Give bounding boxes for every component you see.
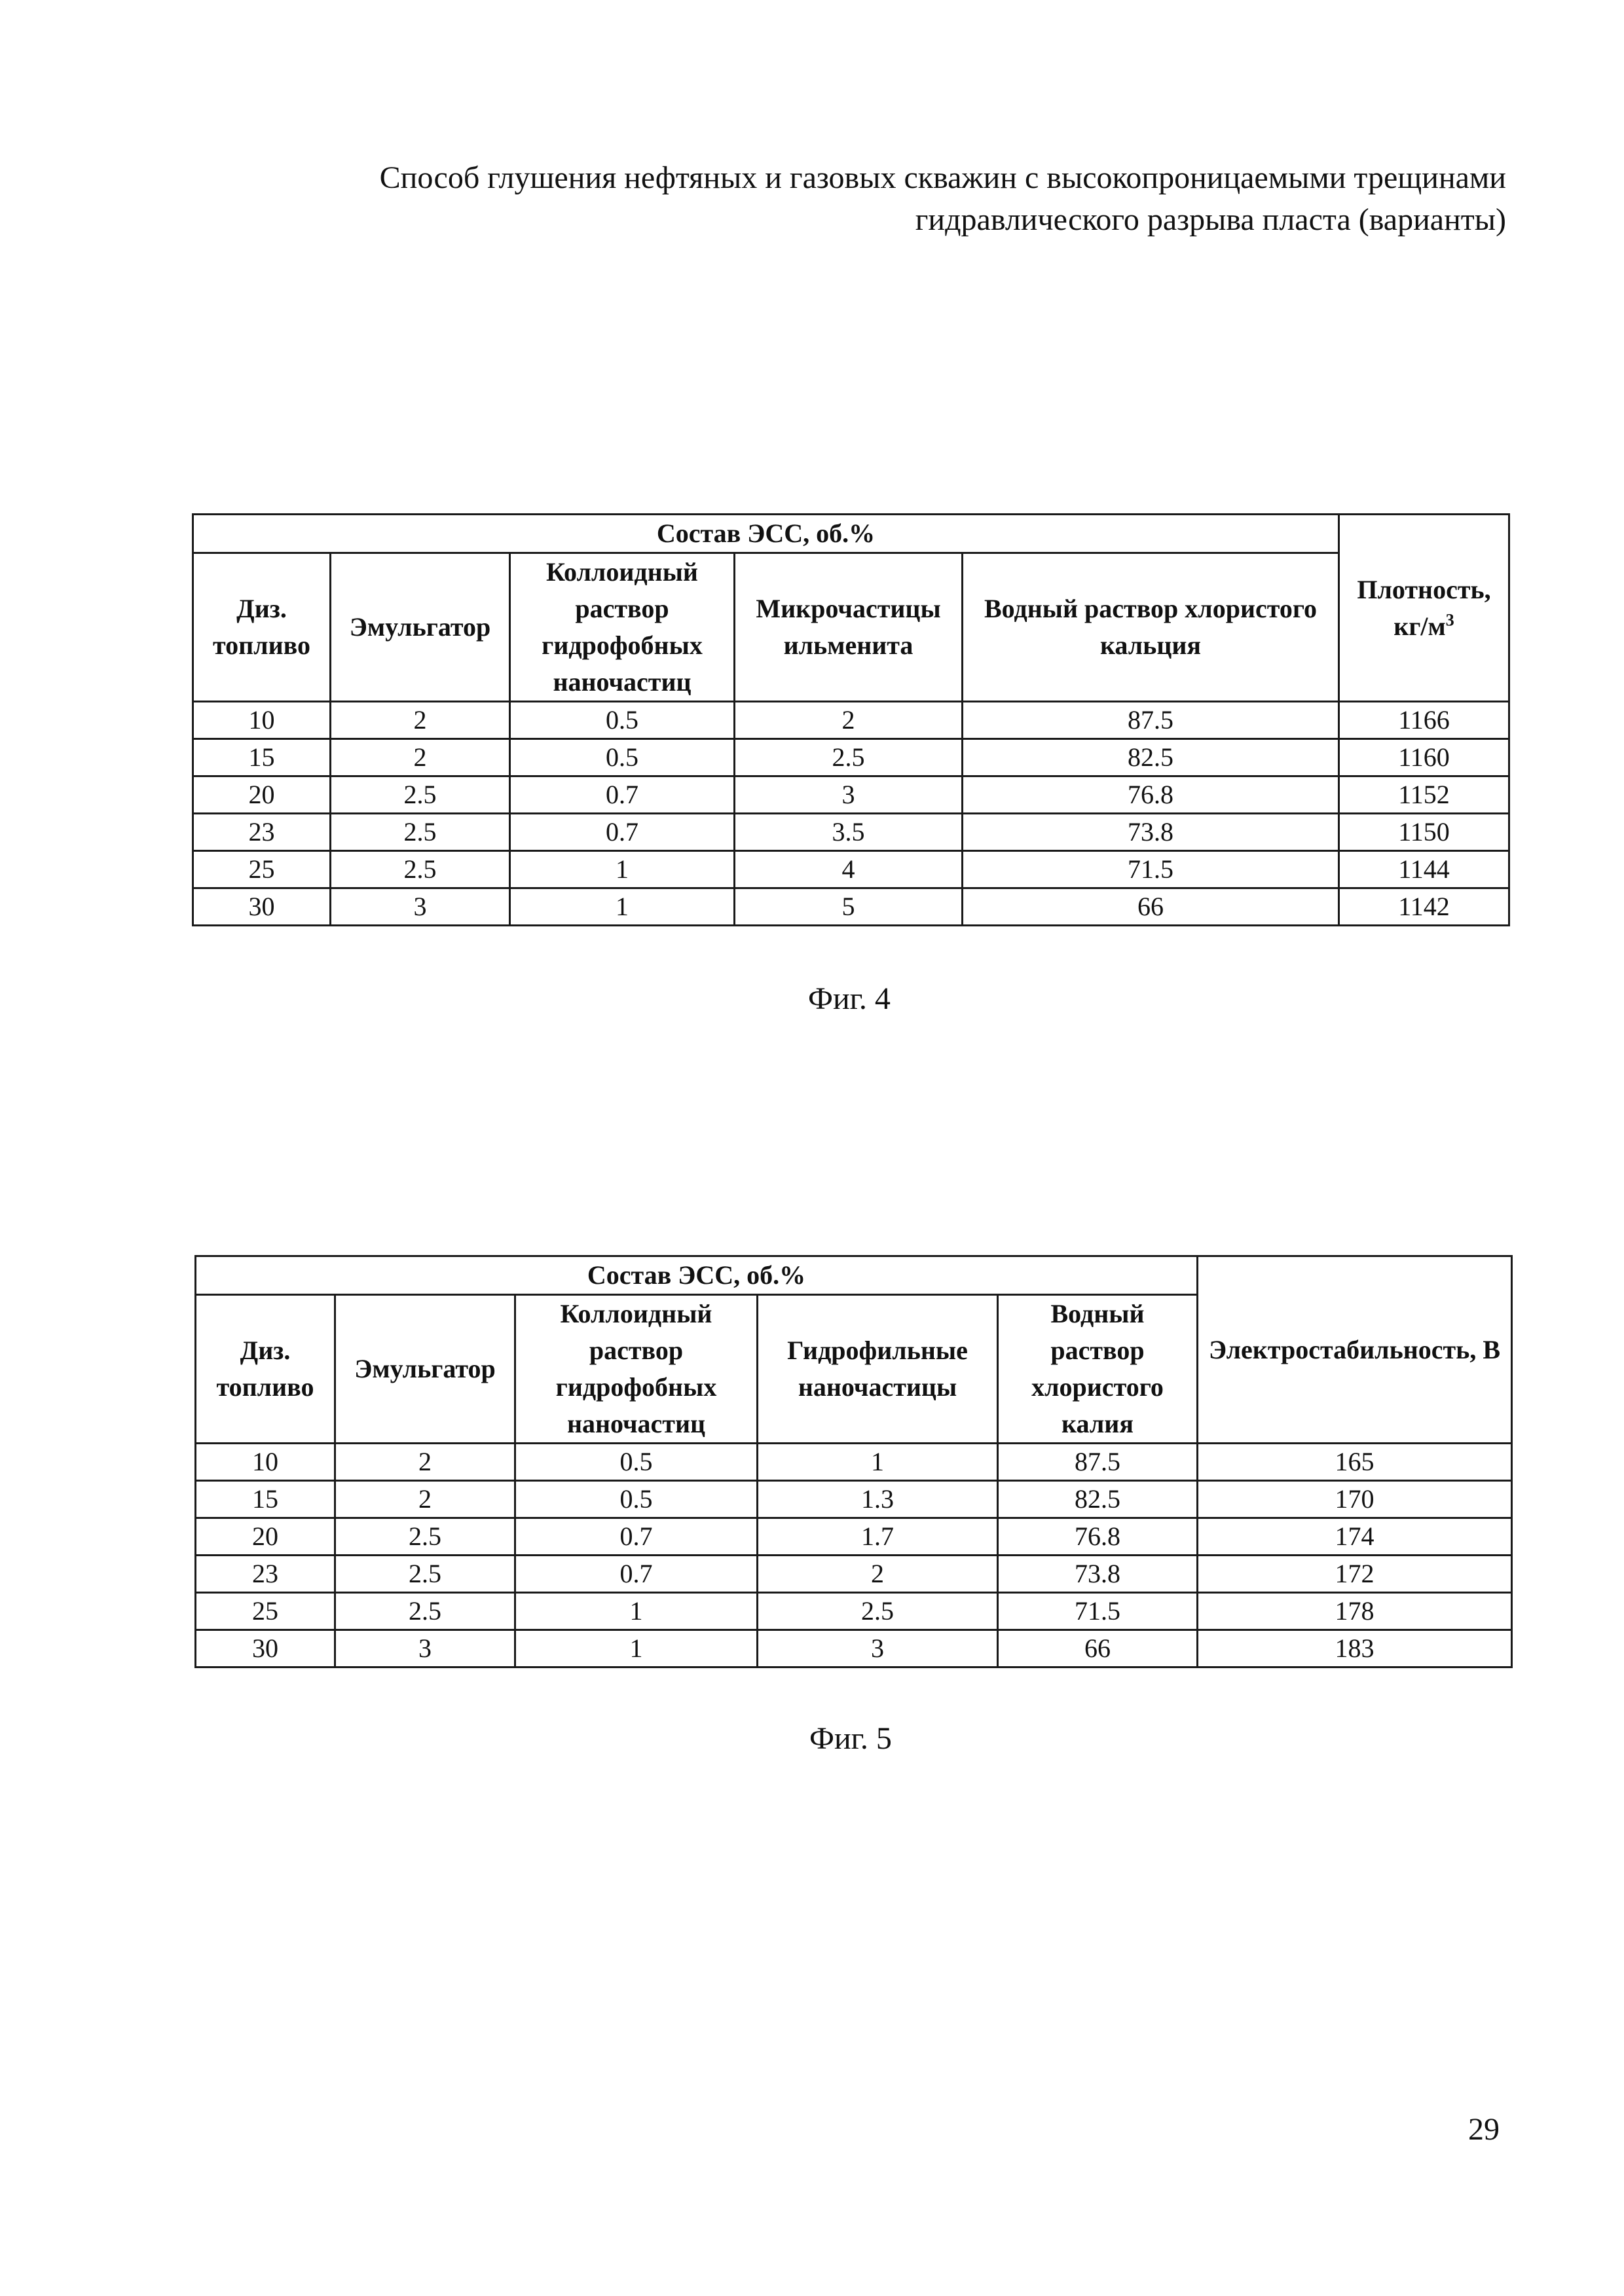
table-row — [196, 1481, 1512, 1518]
table-cell: 4 — [735, 851, 963, 888]
table-cell: 1 — [510, 888, 735, 926]
fig4-group-header: Состав ЭСС, об.% — [193, 515, 1339, 553]
table-cell: 2 — [331, 739, 510, 776]
table-cell: 30 — [196, 1630, 335, 1667]
table-cell: 1150 — [1339, 814, 1509, 851]
table-cell: 0.7 — [515, 1556, 758, 1593]
table-cell: 66 — [998, 1630, 1198, 1667]
table-cell: 172 — [1198, 1556, 1512, 1593]
table-cell: 23 — [196, 1556, 335, 1593]
table-row — [196, 1556, 1512, 1593]
table-cell: 25 — [196, 1593, 335, 1630]
table-fig4 — [192, 513, 1510, 926]
table-cell: 3 — [335, 1630, 515, 1667]
fig4-caption: Фиг. 4 — [718, 981, 980, 1017]
table-cell: 30 — [193, 888, 331, 926]
table-cell: 73.8 — [998, 1556, 1198, 1593]
fig5-col-emulsifier: Эмульгатор — [335, 1295, 515, 1444]
fig4-col-density-superscript: 3 — [1446, 610, 1454, 629]
fig5-table-body — [196, 1444, 1512, 1667]
table-cell: 10 — [193, 702, 331, 739]
table-cell: 3 — [331, 888, 510, 926]
table-cell: 2.5 — [335, 1518, 515, 1556]
document-title-line-1: Способ глушения нефтяных и газовых скважин с высокопроницаемыми трещинами — [131, 157, 1506, 199]
table-cell: 1144 — [1339, 851, 1509, 888]
table-cell: 2.5 — [335, 1593, 515, 1630]
page-number: 29 — [1468, 2111, 1500, 2147]
table-cell: 2.5 — [758, 1593, 998, 1630]
table-cell: 82.5 — [963, 739, 1339, 776]
table-cell: 0.5 — [515, 1481, 758, 1518]
table-cell: 0.5 — [510, 702, 735, 739]
table-cell: 10 — [196, 1444, 335, 1481]
table-cell: 1 — [515, 1630, 758, 1667]
table-cell: 2.5 — [331, 814, 510, 851]
fig5-col-aqueous-solution: Водный раствор хлористого калия — [998, 1295, 1198, 1444]
table-cell: 15 — [193, 739, 331, 776]
fig4-col-aqueous-solution: Водный раствор хлористого кальция — [963, 553, 1339, 702]
table-cell: 23 — [193, 814, 331, 851]
table-cell: 73.8 — [963, 814, 1339, 851]
table-cell: 82.5 — [998, 1481, 1198, 1518]
fig5-group-header: Состав ЭСС, об.% — [196, 1256, 1198, 1295]
table-cell: 1142 — [1339, 888, 1509, 926]
table-cell: 87.5 — [963, 702, 1339, 739]
table-row — [193, 776, 1509, 814]
table-cell: 165 — [1198, 1444, 1512, 1481]
document-title-line-2: гидравлического разрыва пласта (варианты) — [131, 199, 1506, 241]
table-cell: 76.8 — [963, 776, 1339, 814]
table-cell: 178 — [1198, 1593, 1512, 1630]
document-title — [131, 157, 1506, 241]
fig4-col-density — [1339, 515, 1509, 702]
table-row — [196, 1444, 1512, 1481]
table-cell: 87.5 — [998, 1444, 1198, 1481]
fig5-col-diesel: Диз. топливо — [196, 1295, 335, 1444]
table-row — [193, 702, 1509, 739]
table-cell: 1.3 — [758, 1481, 998, 1518]
table-cell: 2 — [331, 702, 510, 739]
fig4-col-density-label: Плотность, кг/м — [1357, 575, 1490, 641]
fig4-col-emulsifier: Эмульгатор — [331, 553, 510, 702]
table-cell: 1 — [758, 1444, 998, 1481]
table-cell: 2.5 — [331, 851, 510, 888]
table-cell: 1.7 — [758, 1518, 998, 1556]
table-cell: 2 — [335, 1444, 515, 1481]
table-row — [193, 739, 1509, 776]
table-cell: 1166 — [1339, 702, 1509, 739]
table-cell: 2.5 — [735, 739, 963, 776]
table-cell: 2 — [335, 1481, 515, 1518]
table-cell: 2 — [758, 1556, 998, 1593]
table-cell: 0.5 — [510, 739, 735, 776]
table-cell: 76.8 — [998, 1518, 1198, 1556]
table-cell: 1 — [515, 1593, 758, 1630]
table-cell: 2.5 — [335, 1556, 515, 1593]
table-row — [196, 1518, 1512, 1556]
table-cell: 0.7 — [510, 814, 735, 851]
table-cell: 0.7 — [515, 1518, 758, 1556]
fig5-col-electrostability: Электростабильность, В — [1198, 1256, 1512, 1444]
table-cell: 0.7 — [510, 776, 735, 814]
table-cell: 66 — [963, 888, 1339, 926]
table-cell: 170 — [1198, 1481, 1512, 1518]
table-cell: 15 — [196, 1481, 335, 1518]
table-cell: 3 — [758, 1630, 998, 1667]
table-cell: 2 — [735, 702, 963, 739]
table-cell: 174 — [1198, 1518, 1512, 1556]
table-cell: 3 — [735, 776, 963, 814]
table-fig5 — [194, 1255, 1513, 1668]
table-cell: 20 — [196, 1518, 335, 1556]
table-cell: 1152 — [1339, 776, 1509, 814]
table-row — [196, 1630, 1512, 1667]
table-cell: 71.5 — [998, 1593, 1198, 1630]
table-row — [193, 851, 1509, 888]
fig5-caption: Фиг. 5 — [720, 1721, 982, 1757]
fig4-col-colloid: Коллоидный раствор гидрофобных наночастиц — [510, 553, 735, 702]
table-row — [196, 1593, 1512, 1630]
table-cell: 183 — [1198, 1630, 1512, 1667]
table-row — [193, 814, 1509, 851]
table-cell: 2.5 — [331, 776, 510, 814]
table-cell: 1 — [510, 851, 735, 888]
fig4-col-microparticles: Микрочастицы ильменита — [735, 553, 963, 702]
table-cell: 3.5 — [735, 814, 963, 851]
table-cell: 25 — [193, 851, 331, 888]
table-cell: 1160 — [1339, 739, 1509, 776]
table-cell: 20 — [193, 776, 331, 814]
fig5-col-colloid: Коллоидный раствор гидрофобных наночастиц — [515, 1295, 758, 1444]
fig5-col-hydrophilic: Гидрофильные наночастицы — [758, 1295, 998, 1444]
table-cell: 71.5 — [963, 851, 1339, 888]
table-cell: 0.5 — [515, 1444, 758, 1481]
table-row — [193, 888, 1509, 926]
fig4-table-body — [193, 702, 1509, 926]
fig4-col-diesel: Диз. топливо — [193, 553, 331, 702]
table-cell: 5 — [735, 888, 963, 926]
